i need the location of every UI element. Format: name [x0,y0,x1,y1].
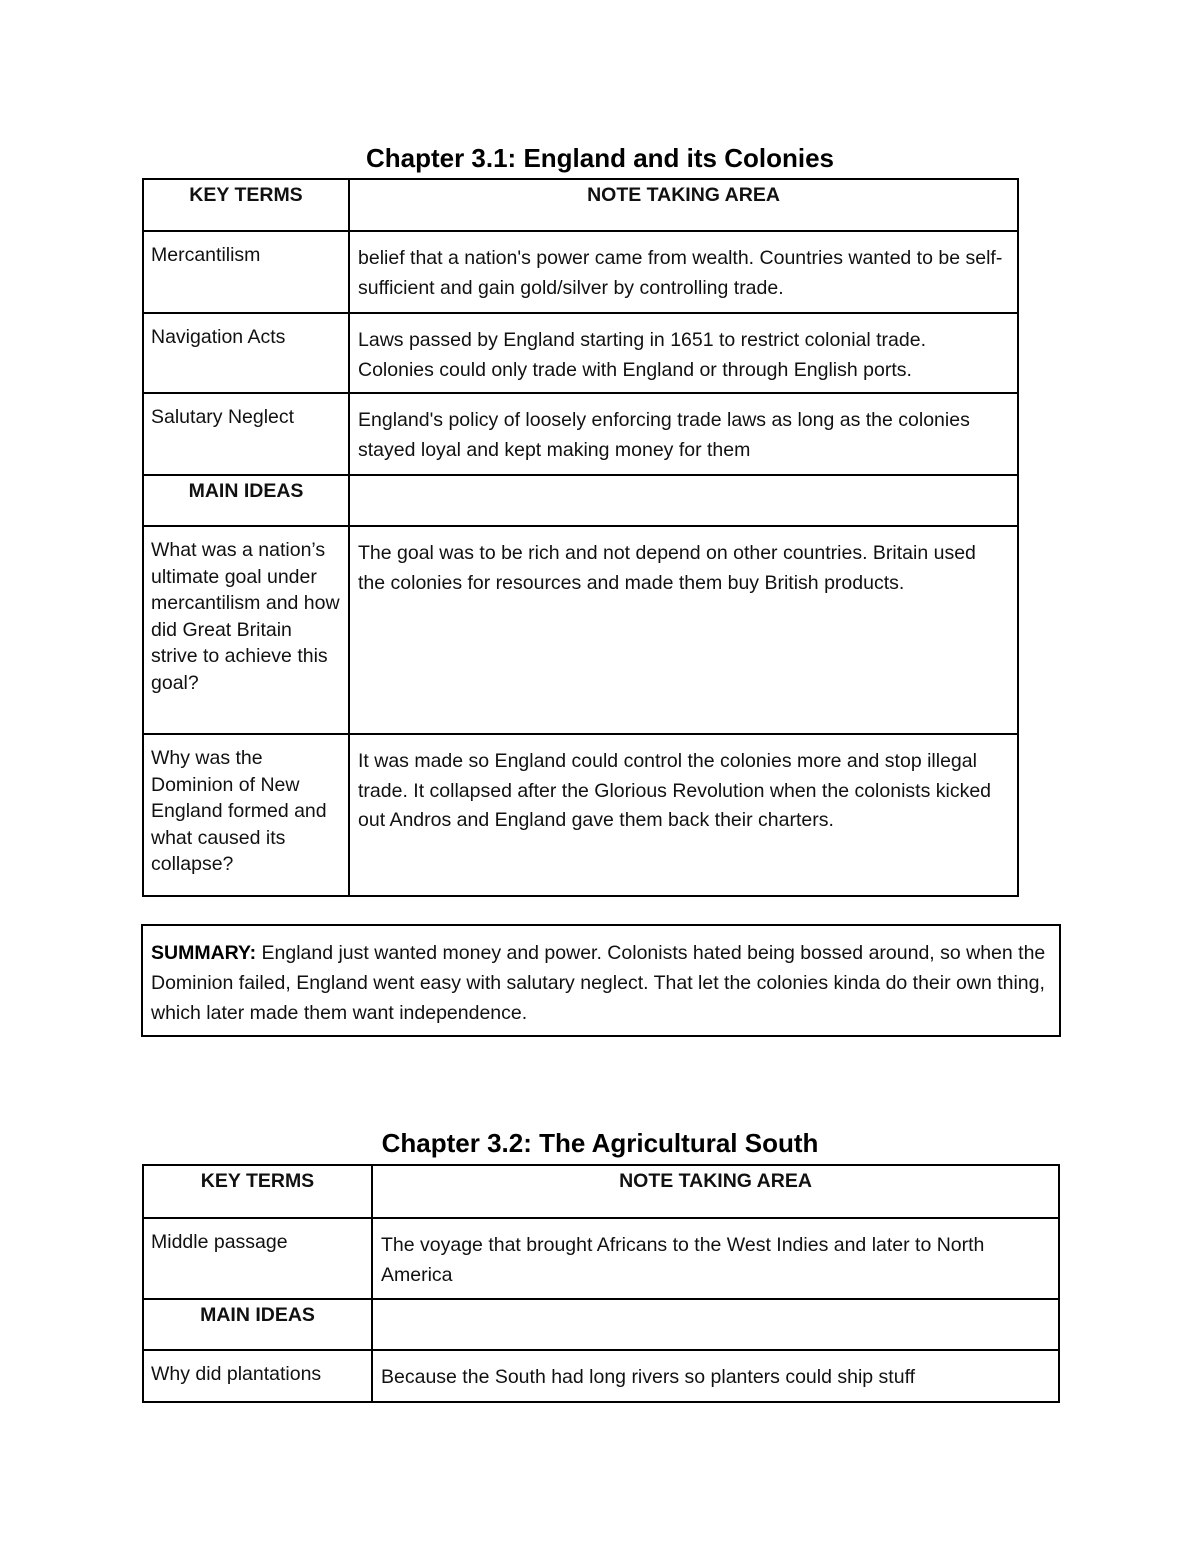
table-row [143,526,1018,734]
question-cell: Why was the Dominion of New England formed and what caused its collapse? [143,734,349,896]
table-row [143,231,1018,313]
main-ideas-label: MAIN IDEAS [143,475,349,526]
term-cell: Navigation Acts [143,313,349,393]
key-terms-header: KEY TERMS [143,179,349,231]
main-ideas-row [143,1299,1059,1350]
main-ideas-row [143,475,1018,526]
chapter-3-2-title: Chapter 3.2: The Agricultural South [381,1128,819,1158]
note-taking-area-header: NOTE TAKING AREA [372,1165,1059,1218]
table-row [143,734,1018,896]
term-cell: Salutary Neglect [143,393,349,475]
question-cell: What was a nation’s ultimate goal under mercantilism and how did Great Britain strive to achieve this goal? [143,526,349,734]
question-cell: Why did plantations [143,1350,372,1402]
answer-cell: It was made so England could control the colonies more and stop illegal trade. It collapsed after the Glorious Revolution when the colonists kicked out Andros and England gave them back their charters. [349,734,1018,896]
term-cell: Mercantilism [143,231,349,313]
answer-cell: The goal was to be rich and not depend on other countries. Britain used the colonies for resources and made them buy British products. [349,526,1018,734]
table-row [143,393,1018,475]
summary-label: SUMMARY: [151,942,257,964]
summary-box [141,924,1061,1037]
chapter-3-1-notes-table [142,178,1019,897]
note-cell: England's policy of loosely enforcing trade laws as long as the colonies stayed loyal and kept making money for them [349,393,1018,475]
note-cell: Laws passed by England starting in 1651 to restrict colonial trade. Colonies could only trade with England or through English ports. [349,313,1018,393]
note-taking-area-header: NOTE TAKING AREA [349,179,1018,231]
empty-cell [372,1299,1059,1350]
table-row [143,1218,1059,1299]
summary-text: England just wanted money and power. Colonists hated being bossed around, so when the Dominion failed, England went easy with salutary neglect. That let the colonies kinda do their own thing, which later made them want independence. [151,942,1046,1024]
table-row [143,1350,1059,1402]
answer-cell: Because the South had long rivers so planters could ship stuff [372,1350,1059,1402]
note-cell: The voyage that brought Africans to the West Indies and later to North America [372,1218,1059,1299]
table-header-row [143,179,1018,231]
table-header-row [143,1165,1059,1218]
empty-cell [349,475,1018,526]
chapter-3-2-notes-table [142,1164,1060,1403]
term-cell: Middle passage [143,1218,372,1299]
note-cell: belief that a nation's power came from wealth. Countries wanted to be self-sufficient and gain gold/silver by controlling trade. [349,231,1018,313]
main-ideas-label: MAIN IDEAS [143,1299,372,1350]
chapter-3-1-title: Chapter 3.1: England and its Colonies [365,143,835,173]
key-terms-header: KEY TERMS [143,1165,372,1218]
table-row [143,313,1018,393]
